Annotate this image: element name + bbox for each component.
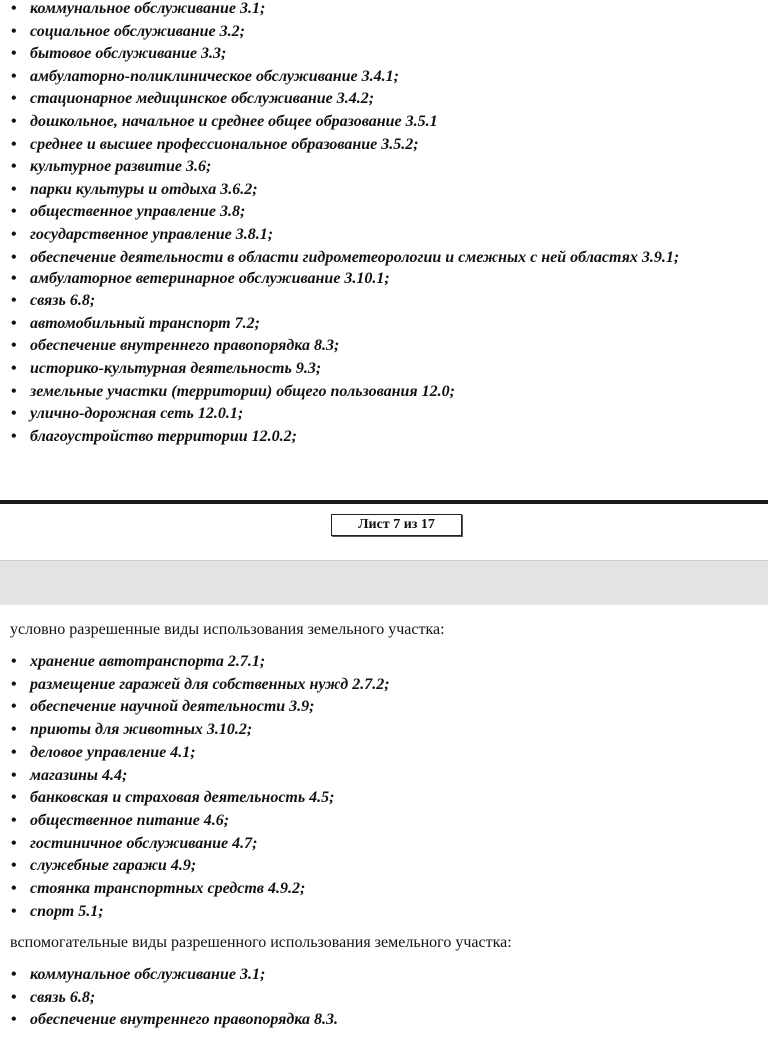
list-item: • спорт 5.1; [10,901,762,924]
list-item: • деловое управление 4.1; [10,742,762,765]
list-item: • размещение гаражей для собственных нужд 2.7.2; [10,674,762,697]
list-item: • автомобильный транспорт 7.2; [10,313,762,336]
list-item: • стоянка транспортных средств 4.9.2; [10,878,762,901]
page-separator [0,560,768,607]
list-item: • хранение автотранспорта 2.7.1; [10,651,762,674]
conditional-uses-list [10,651,762,923]
list-item: • служебные гаражи 4.9; [10,855,762,878]
list-item: • культурное развитие 3.6; [10,156,762,179]
list-item: • коммунальное обслуживание 3.1; [10,0,762,21]
list-item: • амбулаторное ветеринарное обслуживание 3.10.1; [10,268,762,291]
list-item: • банковская и страховая деятельность 4.5; [10,787,762,810]
permitted-uses-list [10,0,762,448]
list-item: • общественное управление 3.8; [10,201,762,224]
list-item: • улично-дорожная сеть 12.0.1; [10,403,762,426]
list-item: • связь 6.8; [10,987,762,1010]
list-item: • обеспечение внутреннего правопорядка 8.3. [10,1009,762,1032]
page-bottom-rule [0,500,768,504]
list-item: • земельные участки (территории) общего пользования 12.0; [10,381,762,404]
sheet-number-label: Лист 7 из 17 [331,514,462,536]
list-item: • общественное питание 4.6; [10,810,762,833]
list-item: • стационарное медицинское обслуживание 3.4.2; [10,88,762,111]
list-item: • историко-культурная деятельность 9.3; [10,358,762,381]
list-item: • бытовое обслуживание 3.3; [10,43,762,66]
auxiliary-uses-heading: вспомогательные виды разрешенного использования земельного участка: [10,934,512,951]
list-item: • дошкольное, начальное и среднее общее образование 3.5.1 [10,111,762,134]
list-item: • магазины 4.4; [10,765,762,788]
list-item: • амбулаторно-поликлиническое обслуживание 3.4.1; [10,66,762,89]
list-item: • обеспечение внутреннего правопорядка 8.3; [10,335,762,358]
list-item: • социальное обслуживание 3.2; [10,21,762,44]
list-item: • благоустройство территории 12.0.2; [10,426,762,449]
list-item: • парки культуры и отдыха 3.6.2; [10,179,762,202]
conditional-uses-heading: условно разрешенные виды использования земельного участка: [10,621,445,638]
list-item: • приюты для животных 3.10.2; [10,719,762,742]
list-item: • среднее и высшее профессиональное образование 3.5.2; [10,134,762,157]
list-item: • государственное управление 3.8.1; [10,224,762,247]
list-item: • коммунальное обслуживание 3.1; [10,964,762,987]
auxiliary-uses-list [10,964,762,1032]
list-item: • связь 6.8; [10,290,762,313]
list-item: • обеспечение деятельности в области гидрометеорологии и смежных с ней областях 3.9.1; [10,247,762,268]
list-item: • гостиничное обслуживание 4.7; [10,833,762,856]
document-page-top [0,0,768,500]
list-item: • обеспечение научной деятельности 3.9; [10,696,762,719]
